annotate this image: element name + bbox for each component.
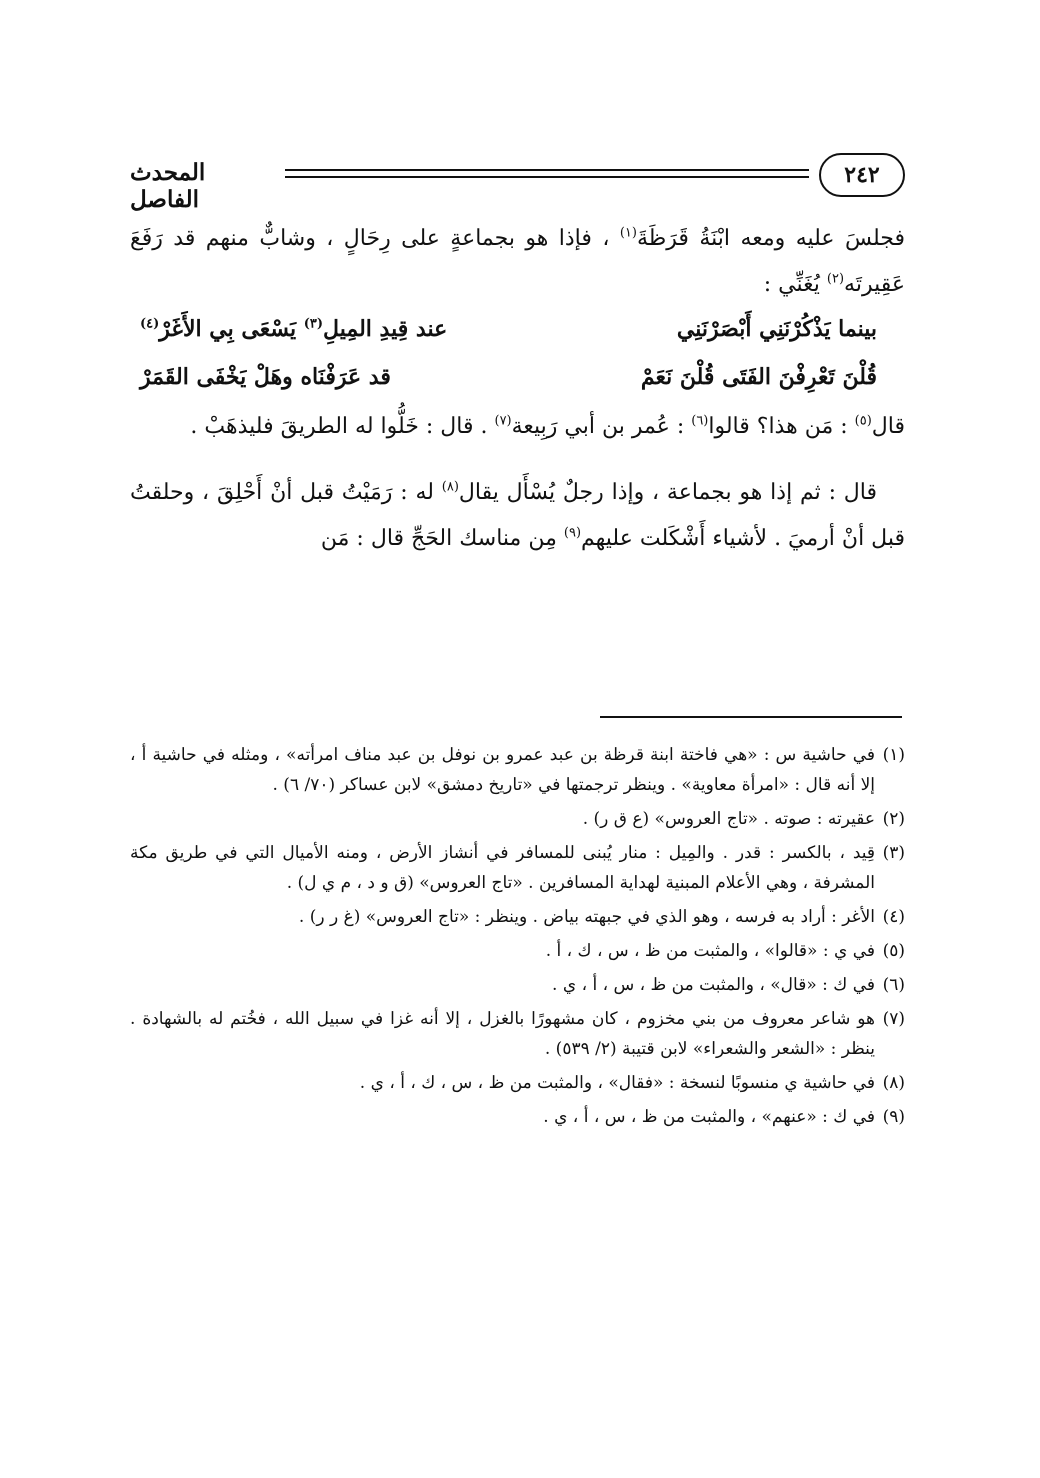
text-run: يَسْعَى بِي الأَغَرْ	[159, 316, 304, 342]
paragraph-gap	[130, 450, 905, 470]
footnote-separator	[600, 716, 902, 718]
footnote	[130, 804, 905, 834]
footnote-text: الأغر : أراد به فرسه ، وهو الذي في جبهته بياض . وينظر : «تاج العروس» (غ ر ر) .	[298, 907, 875, 927]
poem-verse	[130, 356, 905, 404]
footnote	[130, 970, 905, 1000]
footnote-text: في ي : «قالوا» ، والمثبت من ظ ، س ، ك ، أ .	[545, 941, 875, 961]
verse-second-hemistich	[140, 316, 500, 342]
text-run: له : رَمَيْتُ قبل أنْ أَحْلِقَ ، وحلقتُ قبل أنْ أرميَ . لأشياء أَشْكَلت عليهم	[130, 480, 905, 551]
footnote-ref: (٥)	[854, 413, 872, 429]
page-header	[130, 153, 905, 213]
footnote-ref: (٦)	[691, 413, 709, 429]
footnote-ref: (٩)	[563, 525, 582, 541]
header-rule-top	[285, 169, 809, 171]
paragraph	[130, 404, 905, 450]
text-run: : عُمر بن أبي رَبِيعة	[511, 414, 692, 439]
footnote-number: (٧)	[882, 1009, 905, 1029]
footnote-number: (٤)	[882, 907, 905, 927]
footnote-number: (٣)	[882, 843, 905, 863]
footnote	[130, 902, 905, 932]
verse-first-hemistich: قُلْنَ تَعْرِفْنَ الفَتَى قُلْنَ نَعَمْ	[640, 364, 877, 390]
text-run: عند قِيدِ المِيلِ	[323, 316, 448, 342]
footnote	[130, 740, 905, 800]
footnote-ref: (٧)	[494, 413, 512, 429]
running-title: المحدث الفاصل	[130, 159, 206, 213]
text-run: قال : ثم إذا هو بجماعة ، وإذا رجلٌ يُسْأَل يقال	[458, 480, 877, 505]
verse-first-hemistich	[497, 316, 877, 342]
main-text	[130, 216, 905, 562]
footnote-text: قِيد ، بالكسر : قدر . والمِيل : منار يُبنى للمسافر في أنشاز الأرض ، ومنه الأميال التي في طريق مكة المشرفة ، وهي الأعلام المبنية لهداية المسافرين . «تاج العروس» (ق و د ، م ي ل) .	[130, 843, 875, 893]
text-run: ، فإذا هو بجماعةٍ على رِحَالٍ ، وشابٌّ منهم قد رَفَعَ عَقِيرتَه	[130, 226, 905, 297]
footnote-text: عقيرته : صوته . «تاج العروس» (ع ق ر) .	[582, 809, 875, 829]
paragraph	[130, 216, 905, 308]
footnote-ref: (٤)	[140, 316, 160, 332]
footnote	[130, 1102, 905, 1132]
footnote-number: (١)	[882, 745, 905, 765]
footnote-ref: (٢)	[826, 271, 845, 287]
text-run: فجلسَ عليه ومعه ابْنَةُ قَرَظَةَ	[636, 226, 906, 251]
poem-verse	[130, 308, 905, 356]
footnotes	[130, 740, 905, 1136]
header-rule-bottom	[285, 176, 809, 178]
footnote-ref: (٨)	[441, 479, 459, 495]
header-rule	[285, 169, 809, 179]
page-number: ٢٤٢	[819, 153, 905, 197]
footnote-text: في حاشية ي منسوبًا لنسخة : «فقال» ، والمثبت من ظ ، س ، ك ، أ ، ي .	[359, 1073, 875, 1093]
footnote-number: (٨)	[882, 1073, 905, 1093]
footnote-text: في ك : «قال» ، والمثبت من ظ ، س ، أ ، ي .	[552, 975, 875, 995]
text-run: مِن مناسك الحَجِّ قال : مَن	[320, 526, 564, 551]
text-run: : مَن هذا؟ قالوا	[708, 414, 855, 439]
text-run: . قال : خَلُّوا له الطريقَ فليذهَبْ .	[190, 414, 495, 439]
footnote-number: (٢)	[882, 809, 905, 829]
footnote-text: في حاشية س : «هي فاختة ابنة قرظة بن عبد عمرو بن نوفل بن عبد مناف امرأته» ، ومثله في حاشية أ ، إلا أنه قال : «امرأة معاوية» . وينظر ترجمتها في «تاريخ دمشق» لابن عساكر (٧٠/ ٦) .	[130, 745, 875, 795]
text-run: بينما يَذْكُرْنَنِي أَبْصَرْنَنِي	[676, 316, 877, 342]
footnote-ref: (١)	[619, 225, 637, 241]
footnote-ref: (٣)	[303, 316, 324, 332]
footnote-text: في ك : «عنهم» ، والمثبت من ظ ، س ، أ ، ي .	[543, 1107, 875, 1127]
text-run: يُغَنِّي :	[763, 272, 827, 297]
footnote-text: هو شاعر معروف من بني مخزوم ، كان مشهورًا بالغزل ، إلا أنه غزا في سبيل الله ، فخُتم له بالشهادة . ينظر : «الشعر والشعراء» لابن قتيبة (٢/ ٥٣٩) .	[130, 1009, 875, 1059]
text-run: قال	[871, 414, 905, 439]
footnote	[130, 1004, 905, 1064]
footnote	[130, 838, 905, 898]
footnote	[130, 1068, 905, 1098]
verse-second-hemistich: قد عَرَفْنَاه وهَلْ يَخْفَى القَمَرْ	[140, 364, 391, 390]
footnote-number: (٥)	[882, 941, 905, 961]
footnote-number: (٩)	[882, 1107, 905, 1127]
footnote	[130, 936, 905, 966]
footnote-number: (٦)	[882, 975, 905, 995]
paragraph	[130, 470, 905, 562]
